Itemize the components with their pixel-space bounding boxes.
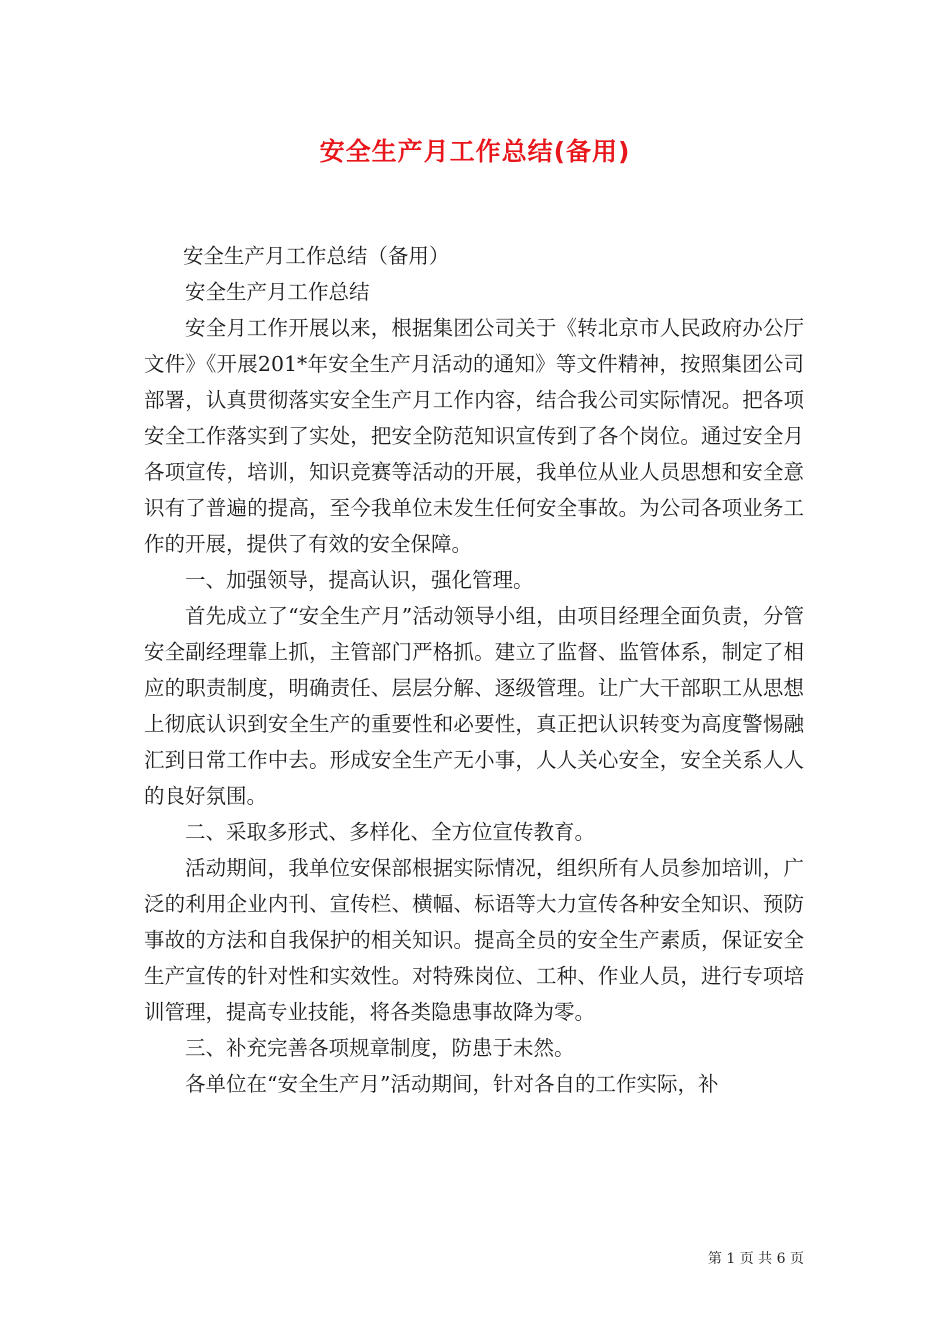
page-number-footer: 第 1 页 共 6 页 (707, 1251, 804, 1267)
section-heading-1: 一、加强领导，提高认识，强化管理。 (185, 568, 534, 592)
paragraph-intro: 安全月工作开展以来，根据集团公司关于《转北京市人民政府办公厅文件》《开展201*年安全生产月活动的通知》等文件精神，按照集团公司部署，认真贯彻落实安全生产月工作内容，结合我公司实际情况。把各项安全工作落实到了实处，把安全防范知识宣传到了各个岗位。通过安全月各项宣传，培训，知识竞赛等活动的开展，我单位从业人员思想和安全意识有了普遍的提高，至今我单位未发生任何安全事故。为公司各项业务工作的开展，提供了有效的安全保障。 (144, 316, 804, 556)
paragraph-subtitle-backup: 安全生产月工作总结（备用） (182, 244, 450, 268)
paragraph-section-1: 首先成立了“安全生产月”活动领导小组，由项目经理全面负责，分管安全副经理靠上抓，主管部门严格抓。建立了监督、监管体系，制定了相应的职责制度，明确责任、层层分解、逐级管理。让广大干部职工从思想上彻底认识到安全生产的重要性和必要性，真正把认识转变为高度警惕融汇到日常工作中去。形成安全生产无小事，人人关心安全，安全关系人人的良好氛围。 (144, 604, 804, 808)
section-heading-2: 二、采取多形式、多样化、全方位宣传教育。 (185, 820, 595, 844)
document-title: 安全生产月工作总结(备用) (319, 137, 631, 166)
paragraph-subtitle: 安全生产月工作总结 (185, 280, 370, 304)
paragraph-section-3: 各单位在“安全生产月”活动期间，针对各自的工作实际，补 (185, 1072, 719, 1096)
section-heading-3: 三、补充完善各项规章制度，防患于未然。 (185, 1036, 575, 1060)
paragraph-section-2: 活动期间，我单位安保部根据实际情况，组织所有人员参加培训，广泛的利用企业内刊、宣传栏、横幅、标语等大力宣传各种安全知识、预防事故的方法和自我保护的相关知识。提高全员的安全生产素质，保证安全生产宣传的针对性和实效性。对特殊岗位、工种、作业人员，进行专项培训管理，提高专业技能，将各类隐患事故降为零。 (144, 856, 804, 1024)
document-body (144, 238, 804, 1102)
